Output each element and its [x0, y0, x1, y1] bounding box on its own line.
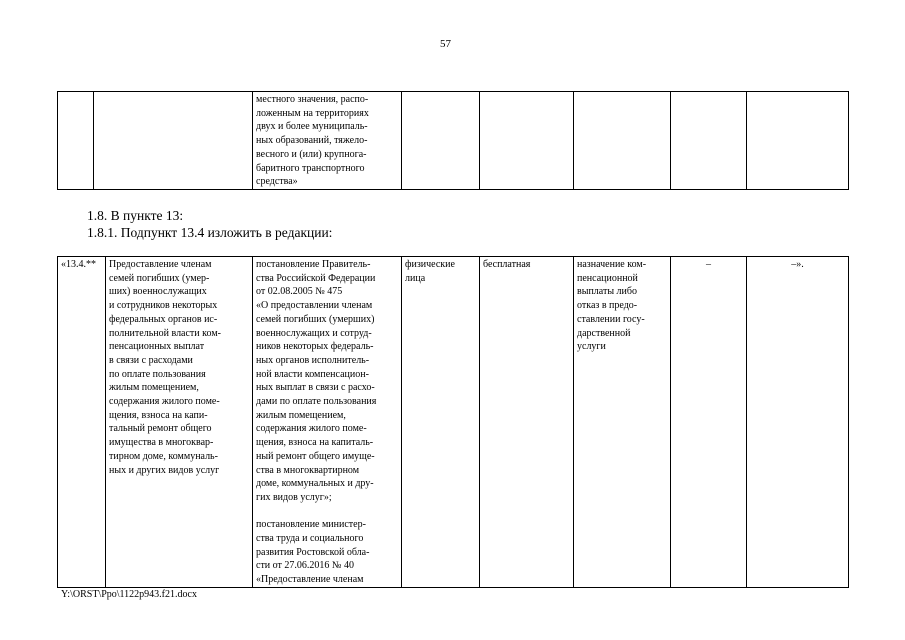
cell-col8: –».: [747, 257, 849, 588]
table-row: [58, 92, 849, 190]
file-path-footer: Y:\ORST\Ppo\1122p943.f21.docx: [61, 589, 197, 600]
cell-col8: [747, 92, 849, 190]
cell-legal-basis: постановление Правитель- ства Российской Федерации от 02.08.2005 № 475 «О предоставлении членам семей погибших (умерших) военнослужащих и сотруд- ников некоторых федераль- ных органов исполнитель- ной власти компенсацион- ных выплат в связи с расхо- дами по оплате пользования жилым помещением, содержания жилого поме- щения, взноса на капиталь- ный ремонт общего имуще- ства в многоквартирном доме, коммунальных и дру- гих видов услуг»; постановление министер- ства труда и социального развития Ростовской обла- сти от 27.06.2016 № 40 «Предоставление членам: [253, 257, 402, 588]
cell-service-name: [94, 92, 253, 190]
table-row: [58, 257, 849, 588]
cell-payment: бесплатная: [480, 257, 574, 588]
cell-applicants: [402, 92, 480, 190]
cell-service-name: Предоставление членам семей погибших (умер- ших) военнослужащих и сотрудников некоторых федеральных органов ис- полнительной власти ком- пенсационных выплат в связи с расходами по оплате пользования жилым помещением, содержания жилого поме- щения, взноса на капи- тальный ремонт общего имущества в многоквар- тирном доме, коммуналь- ных и других видов услуг: [106, 257, 253, 588]
cell-number: [58, 92, 94, 190]
cell-result: назначение ком- пенсационной выплаты либо отказ в предо- ставлении госу- дарственной услуги: [574, 257, 671, 588]
page-number: 57: [440, 38, 451, 50]
section-heading: 1.8. В пункте 13:: [87, 208, 184, 223]
services-table: [57, 256, 849, 588]
cell-col7: [671, 92, 747, 190]
subsection-heading: 1.8.1. Подпункт 13.4 изложить в редакции:: [87, 225, 333, 240]
cell-number: «13.4.**: [58, 257, 106, 588]
cell-legal-basis: местного значения, распо- ложенным на территориях двух и более муниципаль- ных образований, тяжело- весного и (или) крупнога- баритного транспортного средства»: [253, 92, 402, 190]
cell-col7: –: [671, 257, 747, 588]
cell-result: [574, 92, 671, 190]
cell-payment: [480, 92, 574, 190]
continuation-table: [57, 91, 849, 190]
cell-applicants: физические лица: [402, 257, 480, 588]
